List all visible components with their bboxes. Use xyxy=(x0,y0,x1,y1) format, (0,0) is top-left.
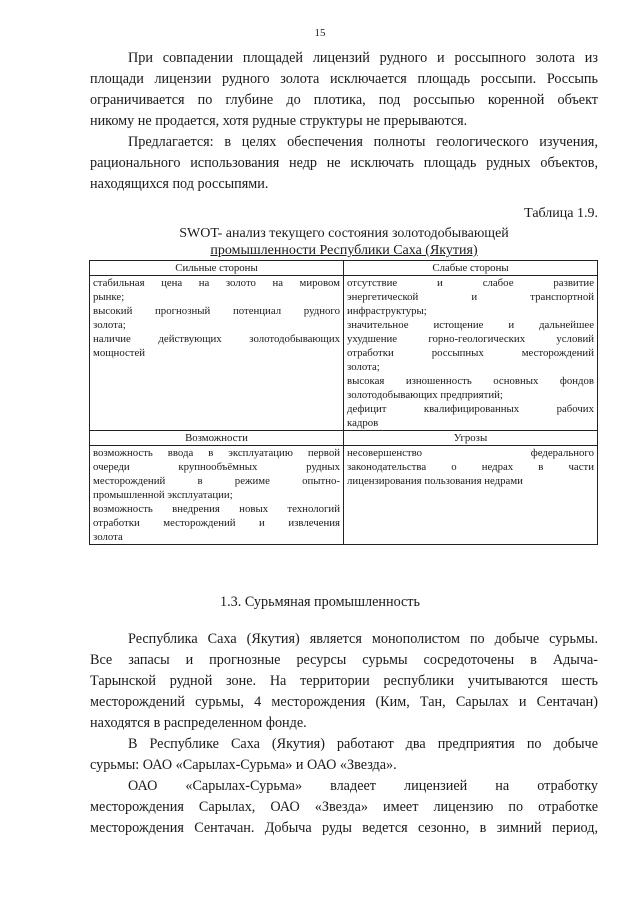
text-line: Республика Саха (Якутия) является монополистом по добыче сурьмы. xyxy=(128,631,598,647)
text-line: сурьмы: ОАО «Сарылах-Сурьма» и ОАО «Звезда». xyxy=(90,757,397,773)
cell-line: рынке; xyxy=(93,291,125,303)
cell-line: инфраструктуры; xyxy=(347,305,427,317)
text-line: При совпадении площадей лицензий рудного и россыпного золота из xyxy=(128,50,598,66)
cell-line: лицензирования пользования недрами xyxy=(347,475,523,487)
text-line: Тарынской рудной зоне. На территории республики учитываются шесть xyxy=(90,673,598,689)
cell-line: возможность внедрения новых технологий xyxy=(93,503,340,515)
text-line: ОАО «Сарылах-Сурьма» владеет лицензией на отработку xyxy=(128,778,598,794)
cell-line: отсутствие и слабое развитие xyxy=(347,277,594,289)
cell-line: законодательства о недрах в части xyxy=(347,461,594,473)
text-line: В Республике Саха (Якутия) работают два предприятия по добыче xyxy=(128,736,598,752)
cell-line: золота; xyxy=(347,361,380,373)
swot-table xyxy=(89,260,598,545)
cell-line: очереди крупнообъёмных рудных xyxy=(93,461,340,473)
cell-line: золота xyxy=(93,531,123,543)
cell-line: ухудшение горно-геологических условий xyxy=(347,333,594,345)
text-line: ограничивается по глубине до плотика, под россыпью коренной объект xyxy=(90,92,598,108)
table-title-line: промышленности Республики Саха (Якутия) xyxy=(210,243,478,258)
cell-line: несовершенство федерального xyxy=(347,447,594,459)
section-heading: 1.3. Сурьмяная промышленность xyxy=(220,594,420,610)
cell-line: отработки месторождений и извлечения xyxy=(93,517,340,529)
cell-line: дефицит квалифицированных рабочих xyxy=(347,403,594,415)
opportunities-header: Возможности xyxy=(90,431,344,446)
cell-line: промышленной эксплуатации; xyxy=(93,489,233,501)
strengths-header: Сильные стороны xyxy=(90,261,344,276)
paragraph-antimony-monopoly xyxy=(90,629,598,734)
cell-line: отработки россыпных месторождений xyxy=(347,347,594,359)
text-line: рационального использования недр не исключать площадь рудных объектов, xyxy=(90,155,598,171)
cell-line: значительное истощение и дальнейшее xyxy=(347,319,594,331)
threats-cell xyxy=(344,446,598,545)
cell-line: наличие действующих золотодобывающих xyxy=(93,333,340,345)
text-line: Все запасы и прогнозные ресурсы сурьмы сосредоточены в Адыча- xyxy=(90,652,598,668)
text-line: месторождения Сарылах, ОАО «Звезда» имеет лицензию по отработке xyxy=(90,799,598,815)
cell-line: высокий прогнозный потенциал рудного xyxy=(93,305,340,317)
text-line: находящихся под россыпями. xyxy=(90,176,269,192)
cell-line: мощностей xyxy=(93,347,146,359)
cell-line: высокая изношенность основных фондов xyxy=(347,375,594,387)
text-line: находятся в распределенном фонде. xyxy=(90,715,307,731)
cell-line: месторождений в режиме опытно- xyxy=(93,475,340,487)
opportunities-cell xyxy=(90,446,344,545)
weaknesses-cell xyxy=(344,276,598,431)
text-line: месторождения Сентачан. Добыча руды ведется сезонно, в зимний период, xyxy=(90,820,598,836)
strengths-cell xyxy=(90,276,344,431)
paragraph-licenses xyxy=(90,776,598,839)
cell-line: кадров xyxy=(347,417,379,429)
weaknesses-header: Слабые стороны xyxy=(344,261,598,276)
cell-line: золотодобывающих предприятий; xyxy=(347,389,503,401)
cell-line: возможность ввода в эксплуатацию первой xyxy=(93,447,340,459)
paragraph-proposal xyxy=(90,132,598,195)
cell-line: золота; xyxy=(93,319,126,331)
page-number: 15 xyxy=(314,27,326,39)
text-line: Предлагается: в целях обеспечения полноты геологического изучения, xyxy=(128,134,598,150)
text-line: месторождений сурьмы, 4 месторождения (Ким, Тан, Сарылах и Сентачан) xyxy=(90,694,598,710)
table-title xyxy=(90,225,598,259)
cell-line: энергетической и транспортной xyxy=(347,291,594,303)
text-line: площади лицензии рудного золота исключается площадь россыпи. Россыпь xyxy=(90,71,598,87)
table-title-line: SWOT- анализ текущего состояния золотодобывающей xyxy=(179,226,509,241)
text-line: никому не продается, хотя рудные структуры не прерываются. xyxy=(90,113,468,129)
paragraph-license-overlap xyxy=(90,48,598,132)
table-caption: Таблица 1.9. xyxy=(524,206,598,221)
threats-header: Угрозы xyxy=(344,431,598,446)
paragraph-enterprises xyxy=(90,734,598,776)
cell-line: стабильная цена на золото на мировом xyxy=(93,277,340,289)
